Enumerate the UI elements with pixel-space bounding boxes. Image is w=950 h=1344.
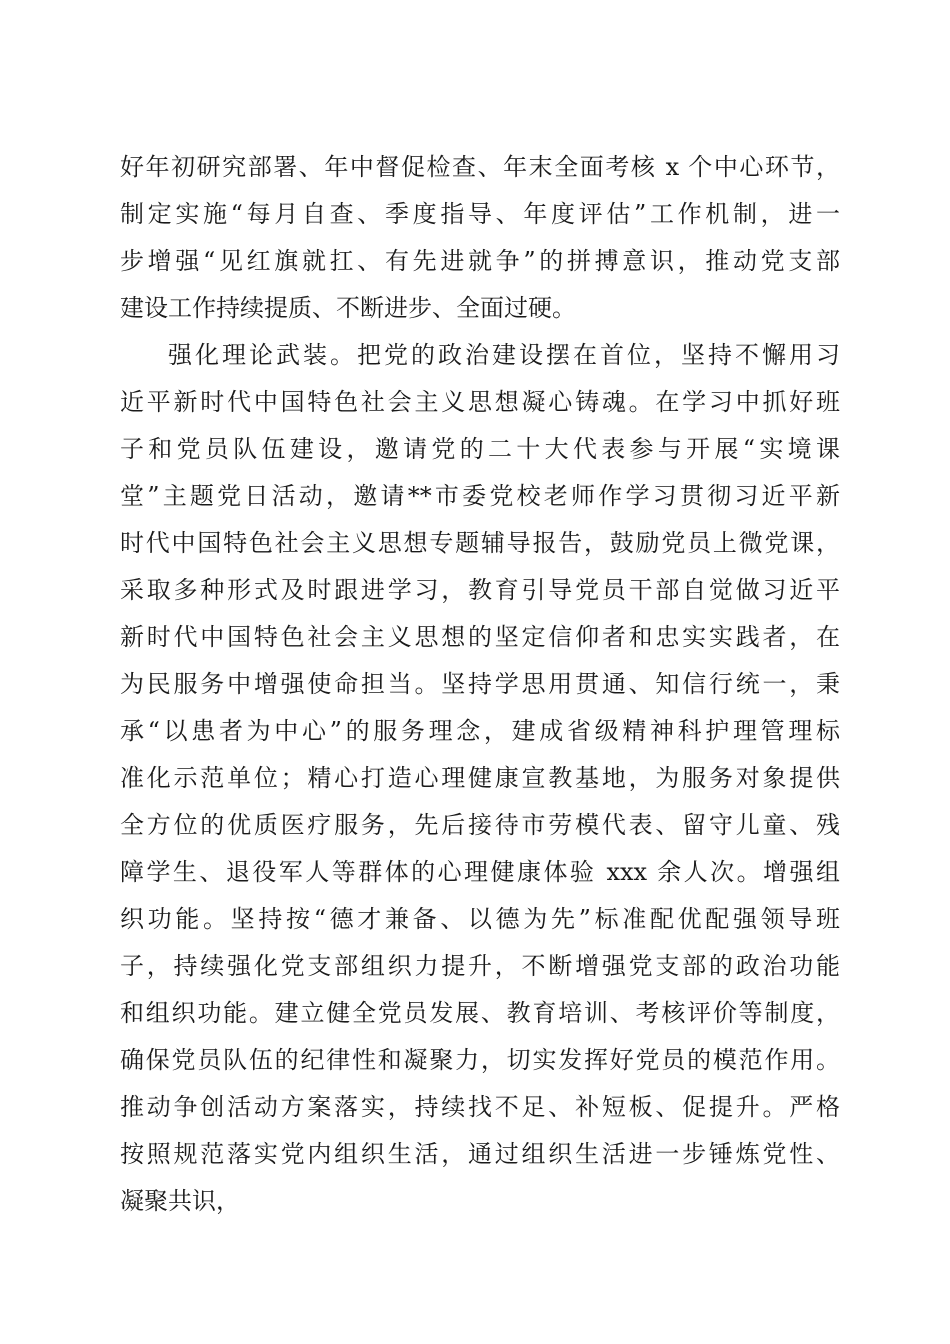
text-line: 堂”主题党日活动，邀请**市委党校老师作学习贯彻习近平新 [120, 482, 840, 510]
text-line: 为民服务中增强使命担当。坚持学思用贯通、知信行统一，秉 [120, 670, 840, 698]
text-line: 新时代中国特色社会主义思想的坚定信仰者和忠实实践者，在 [120, 623, 840, 651]
text-line: 承“以患者为中心”的服务理念，建成省级精神科护理管理标 [120, 717, 840, 745]
text-line: 采取多种形式及时跟进学习，教育引导党员干部自觉做习近平 [120, 576, 840, 604]
text-line: 准化示范单位；精心打造心理健康宣教基地，为服务对象提供 [120, 764, 840, 792]
text-line: 步增强“见红旗就扛、有先进就争”的拼搏意识，推动党支部 [120, 247, 840, 275]
body-text [120, 144, 840, 1225]
text-line: 子和党员队伍建设，邀请党的二十大代表参与开展“实境课 [120, 435, 840, 463]
text-line: 建设工作持续提质、不断进步、全面过硬。 [120, 294, 576, 322]
text-line: 制定实施“每月自查、季度指导、年度评估”工作机制，进一 [120, 200, 840, 228]
text-line: 和组织功能。建立健全党员发展、教育培训、考核评价等制度， [120, 999, 840, 1027]
text-line: 凝聚共识， [120, 1187, 240, 1215]
text-line: 按照规范落实党内组织生活，通过组织生活进一步锤炼党性、 [120, 1140, 840, 1168]
paragraph-start-line: 强化理论武装。把党的政治建设摆在首位，坚持不懈用习 [168, 341, 840, 369]
text-line: 好年初研究部署、年中督促检查、年末全面考核 x 个中心环节， [120, 153, 840, 181]
text-line: 全方位的优质医疗服务，先后接待市劳模代表、留守儿童、残 [120, 811, 840, 839]
text-line: 推动争创活动方案落实，持续找不足、补短板、促提升。严格 [120, 1093, 840, 1121]
text-line: 子，持续强化党支部组织力提升，不断增强党支部的政治功能 [120, 952, 840, 980]
text-line: 时代中国特色社会主义思想专题辅导报告，鼓励党员上微党课， [120, 529, 840, 557]
text-line: 障学生、退役军人等群体的心理健康体验 xxx 余人次。增强组 [120, 858, 840, 886]
text-line: 织功能。坚持按“德才兼备、以德为先”标准配优配强领导班 [120, 905, 840, 933]
text-line: 确保党员队伍的纪律性和凝聚力，切实发挥好党员的模范作用。 [120, 1046, 840, 1074]
text-line: 近平新时代中国特色社会主义思想凝心铸魂。在学习中抓好班 [120, 388, 840, 416]
